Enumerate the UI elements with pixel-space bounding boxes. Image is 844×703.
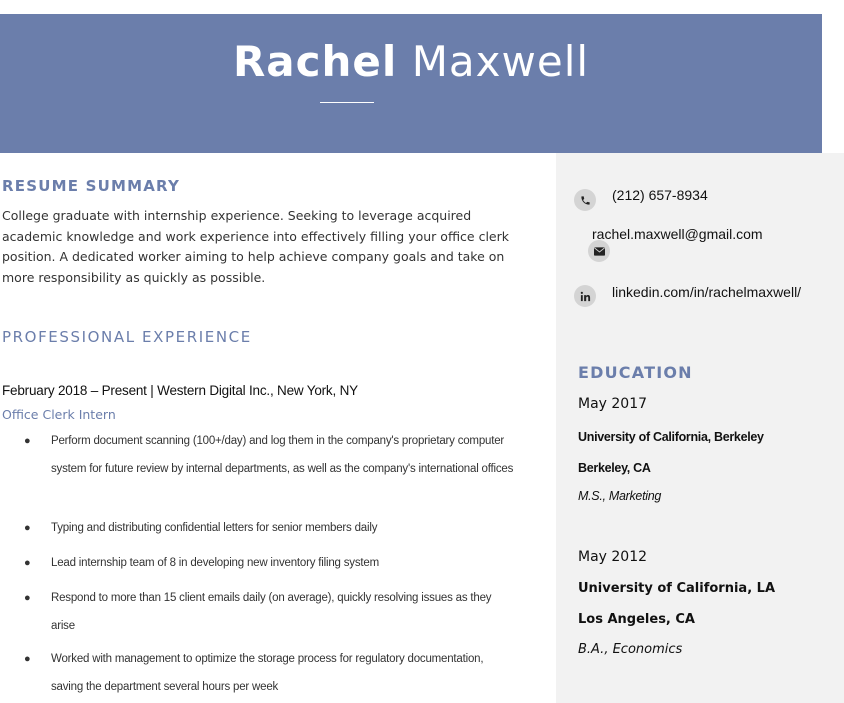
- email-icon: [588, 240, 610, 262]
- list-item: [24, 515, 516, 543]
- education-entry-1: [578, 396, 647, 412]
- edu-city: Los Angeles, CA: [578, 612, 695, 627]
- job-dates-company: February 2018 – Present | Western Digital Inc., New York, NY: [2, 383, 358, 398]
- bullet-icon: ●: [24, 557, 31, 569]
- education-entry-2-degree: [578, 642, 682, 657]
- edu-degree: B.A., Economics: [578, 642, 683, 657]
- education-heading: EDUCATION: [578, 363, 693, 382]
- bullet-icon: ●: [24, 592, 31, 604]
- list-item: [24, 646, 516, 701]
- last-name: Maxwell: [411, 37, 590, 86]
- education-entry-2-city: [578, 612, 695, 627]
- job-role: Office Clerk Intern: [2, 407, 116, 422]
- edu-city: Berkeley, CA: [578, 461, 651, 475]
- education-entry-1-school: [578, 430, 764, 444]
- bullet-icon: ●: [24, 435, 31, 447]
- linkedin-icon: [574, 285, 596, 307]
- candidate-name: [0, 36, 822, 88]
- list-item: [24, 585, 516, 640]
- education-entry-2: [578, 549, 647, 565]
- bullet-text: Respond to more than 15 client emails daily (on average), quickly resolving issues as they arise: [51, 592, 492, 632]
- header-divider: [320, 102, 374, 103]
- header-banner: [0, 14, 822, 153]
- contact-phone: [574, 187, 708, 211]
- bullet-text: Lead internship team of 8 in developing new inventory filing system: [51, 557, 379, 569]
- phone-number[interactable]: (212) 657-8934: [612, 187, 708, 203]
- edu-school: University of California, Berkeley: [578, 430, 764, 444]
- bullet-text: Perform document scanning (100+/day) and log them in the company's proprietary computer system for future review by internal departments, as well as the company's international offices: [51, 435, 514, 475]
- summary-text: College graduate with internship experience. Seeking to leverage acquired academic knowledge and work experience into effectively filling your office clerk position. A dedicated worker aiming to help achieve company goals and take on more responsibility as quickly as possible.: [2, 208, 509, 285]
- bullet-icon: ●: [24, 522, 31, 534]
- first-name: Rachel: [232, 37, 398, 86]
- bullet-icon: ●: [24, 653, 31, 665]
- list-item: [24, 550, 516, 578]
- edu-school: University of California, LA: [578, 581, 776, 596]
- experience-heading: PROFESSIONAL EXPERIENCE: [2, 328, 252, 346]
- contact-linkedin: [574, 284, 801, 307]
- linkedin-url[interactable]: linkedin.com/in/rachelmaxwell/: [612, 284, 802, 300]
- contact-email: [574, 226, 785, 262]
- bullet-text: Worked with management to optimize the storage process for regulatory documentation, saving the department several hours per week: [51, 653, 484, 693]
- edu-date: May 2012: [578, 549, 648, 565]
- phone-icon: [574, 189, 596, 211]
- education-entry-2-school: [578, 581, 775, 596]
- edu-degree: M.S., Marketing: [578, 489, 662, 503]
- education-entry-1-city: [578, 461, 651, 475]
- list-item: [24, 428, 516, 483]
- edu-date: May 2017: [578, 396, 648, 412]
- email-address[interactable]: rachel.maxwell@gmail.com: [592, 226, 763, 242]
- summary-heading: RESUME SUMMARY: [2, 177, 181, 195]
- education-entry-1-degree: [578, 489, 661, 503]
- bullet-text: Typing and distributing confidential letters for senior members daily: [51, 522, 378, 534]
